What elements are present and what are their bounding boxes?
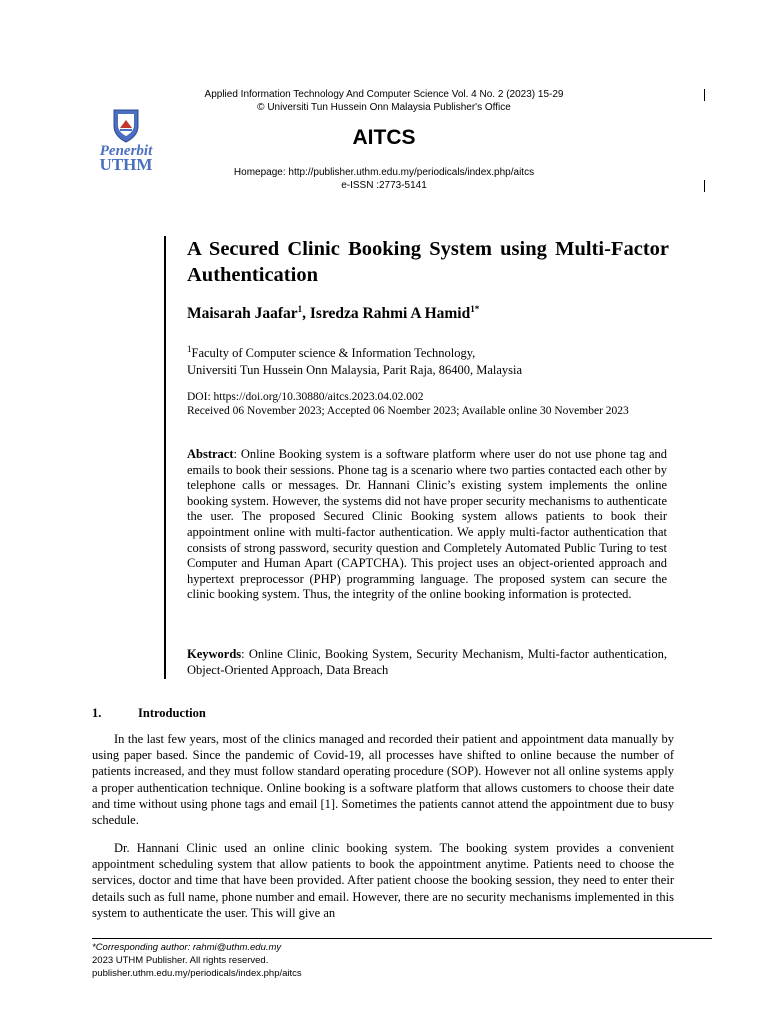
page-footer <box>92 941 302 980</box>
affiliation-mark: 1 <box>187 344 192 354</box>
publication-info <box>187 390 669 418</box>
rights-statement: 2023 UTHM Publisher. All rights reserved. <box>92 955 269 966</box>
margin-bar-mark <box>704 180 705 192</box>
section-title: Introduction <box>138 706 206 720</box>
affiliation <box>187 341 522 379</box>
body-paragraph: In the last few years, most of the clinics managed and recorded their patient and appointment data manually by using paper based. Since the pandemic of Covid-19, all processes have shifted to online because the number of patients increased, and they must follow standard operating procedure (SOP). However not all online systems apply a proper authentication technique. Online booking is a software platform that allows customers to choose their date and time without using phone tags and email [1]. Sometimes the patients cannot attend the appointment due to busy schedule. <box>92 732 674 828</box>
corresponding-author-note: *Corresponding author: rahmi@uthm.edu.my <box>92 942 282 953</box>
author-separator: , <box>302 305 310 323</box>
doi-link[interactable]: DOI: https://doi.org/10.30880/aitcs.2023.04.02.002 <box>187 391 424 403</box>
author-affiliation-mark: 1 <box>297 304 303 314</box>
author-affiliation-mark: 1* <box>470 304 480 314</box>
publication-dates: Received 06 November 2023; Accepted 06 Noember 2023; Available online 30 November 2023 <box>187 405 629 417</box>
abstract <box>187 447 667 603</box>
section-heading <box>92 706 206 721</box>
copyright-line: © Universiti Tun Hussein Onn Malaysia Publisher's Office <box>257 102 511 113</box>
affiliation-line: Universiti Tun Hussein Onn Malaysia, Parit Raja, 86400, Malaysia <box>187 363 523 378</box>
keywords-label: Keywords <box>187 647 242 661</box>
margin-bar-mark <box>704 89 705 101</box>
keywords-text: : Online Clinic, Booking System, Security Mechanism, Multi-factor authentication, Object-Oriented Approach, Data Breach <box>187 647 667 677</box>
abstract-text: : Online Booking system is a software platform where user do not use phone tag and emails to book their sessions. Phone tag is a scenario where two parties contacted each other by telephone calls or messages. Dr. Hannani Clinic’s existing system implements the online booking system. However, the systems did not have proper security mechanisms to authenticate the user. The proposed Secured Clinic Booking system allows patients to book their appointment online with multi-factor authentication. We apply multi-factor authentication that consists of strong password, security question and Completely Automated Public Turing to test Computer and Human Apart (CAPTCHA). This project uses an object-oriented approach and hypertext preprocessor (PHP) programming language. The proposed system can secure the clinic booking system. Thus, the integrity of the online booking information is protected. <box>187 447 667 602</box>
keywords <box>187 647 667 678</box>
author-name: Isredza Rahmi A Hamid <box>309 305 471 323</box>
issn-line: e-ISSN :2773-5141 <box>341 180 427 191</box>
journal-url[interactable]: publisher.uthm.edu.my/periodicals/index.php/aitcs <box>92 968 302 979</box>
affiliation-line: Faculty of Computer science & Information Technology, <box>191 346 476 361</box>
journal-abbreviation: AITCS <box>352 126 416 149</box>
logo-text-bottom: UTHM <box>99 155 153 172</box>
abstract-label: Abstract <box>187 447 234 461</box>
body-paragraph: Dr. Hannani Clinic used an online clinic booking system. The booking system provides a convenient appointment scheduling system that allow patients to book the appointment anytime. Patients need to choose the services, doctor and time that have been provided. After patient choose the booking session, they need to enter their details such as full name, phone number and email. However, there are no security mechanisms implemented in this system to authenticate the user. This will give an <box>92 841 674 920</box>
journal-citation-line: Applied Information Technology And Computer Science Vol. 4 No. 2 (2023) 15-29 <box>204 89 564 100</box>
paper-title: A Secured Clinic Booking System using Multi-Factor Authentication <box>187 238 669 286</box>
section-number: 1. <box>92 706 102 720</box>
author-name: Maisarah Jaafar <box>187 305 298 323</box>
author-list <box>187 304 479 323</box>
front-matter-rule <box>164 236 166 679</box>
logo-text-top: Penerbit <box>99 143 153 159</box>
journal-homepage-line: Homepage: http://publisher.uthm.edu.my/periodicals/index.php/aitcs <box>233 167 535 178</box>
footnote-rule <box>92 938 712 939</box>
